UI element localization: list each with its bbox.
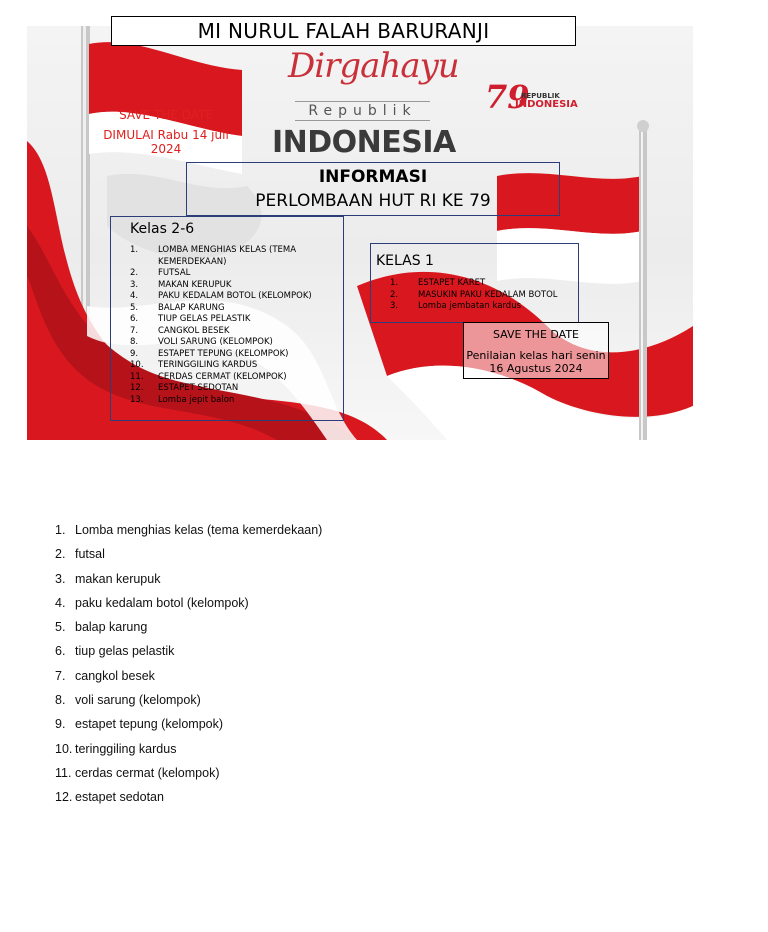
item-text: cangkol besek [75,668,155,683]
item-text: Lomba menghias kelas (tema kemerdekaan) [75,523,323,537]
list-item [55,591,655,615]
item-text: paku kedalam botol (kelompok) [75,595,249,610]
list-item [130,395,338,407]
logo-indonesia: INDONESIA [515,99,578,110]
item-number: 9. [130,348,139,359]
list-item [55,567,655,591]
judging-date-text: Penilaian kelas hari senin 16 Agustus 2024 [466,349,606,375]
item-text: PAKU KEDALAM BOTOL (KELOMPOK) [158,291,312,301]
item-number: 1. [130,245,139,255]
kelas-2-6-heading: Kelas 2-6 [130,221,195,237]
item-number: 12. [55,790,73,805]
item-number: 8. [55,693,66,708]
item-text: estapet sedotan [75,790,164,805]
list-item [55,639,655,663]
item-number: 6. [55,644,66,659]
list-item [130,303,338,315]
list-item [55,761,655,785]
list-item [55,737,655,761]
list-item [130,280,338,292]
item-number: 7. [130,325,139,336]
info-heading: INFORMASI [318,167,428,187]
list-item [130,314,338,326]
info-subheading: PERLOMBAAN HUT RI KE 79 [255,191,491,211]
item-text: balap karung [75,620,148,635]
item-number: 7. [55,668,66,683]
item-text: ESTAPET TEPUNG (KELOMPOK) [158,348,289,359]
list-item [55,688,655,712]
list-item [55,518,655,542]
item-number: 1. [390,278,399,288]
item-text: VOLI SARUNG (KELOMPOK) [158,337,273,347]
list-item [130,349,338,361]
kelas-1-list [390,278,576,313]
item-number: 1. [55,523,66,537]
list-item [130,383,338,395]
kelas-2-6-list [130,245,338,406]
item-number: 3. [130,279,139,290]
list-item [130,245,338,268]
competition-list [55,518,655,810]
item-number: 10. [55,741,73,756]
info-box [186,162,560,216]
item-number: 11. [55,765,72,780]
item-text: CERDAS CERMAT (KELOMPOK) [158,371,287,382]
save-date-label: SAVE THE DATE [119,108,213,122]
item-text: makan kerupuk [75,571,161,586]
list-item [55,664,655,688]
item-number: 8. [130,337,139,347]
kelas-2-6-box [110,216,344,421]
indonesia-text: INDONESIA [272,125,456,160]
item-text: voli sarung (kelompok) [75,693,201,708]
item-number: 5. [130,302,139,313]
item-number: 3. [55,571,66,586]
item-number: 13. [130,394,144,405]
save-date-judging [463,322,609,379]
item-text: CANGKOL BESEK [158,325,230,336]
item-number: 9. [55,717,66,732]
item-text: BALAP KARUNG [158,302,225,313]
item-number: 10. [130,360,144,370]
item-text: tiup gelas pelastik [75,644,175,659]
item-number: 11. [130,371,144,382]
kelas-1-box [370,243,579,323]
item-text: teringgiling kardus [75,741,177,756]
item-number: 4. [130,291,139,301]
item-text: TIUP GELAS PELASTIK [158,314,251,324]
list-item [390,278,576,290]
item-text: futsal [75,547,105,562]
item-text: ESTAPET SEDOTAN [158,383,239,393]
item-text: FUTSAL [158,268,191,278]
list-item [130,326,338,338]
item-text: Lomba jembatan kardus [418,301,522,311]
item-number: 5. [55,620,66,635]
list-item [130,360,338,372]
list-item [130,268,338,280]
kelas-1-heading: KELAS 1 [376,253,434,269]
list-item [390,301,576,313]
list-item [55,712,655,736]
item-number: 2. [130,268,139,278]
item-text: LOMBA MENGHIAS KELAS (TEMA KEMERDEKAAN) [158,245,297,267]
list-item [55,542,655,566]
item-text: estapet tepung (kelompok) [75,717,224,732]
save-date-label: SAVE THE DATE [492,328,580,341]
item-text: MAKAN KERUPUK [158,279,232,290]
item-number: 4. [55,595,66,610]
item-text: MASUKIN PAKU KEDALAM BOTOL [418,289,558,300]
republik-text: Republik [295,101,430,121]
list-item [130,291,338,303]
item-number: 12. [130,383,144,393]
list-item [55,785,655,809]
dirgahayu-script: Dirgahayu [288,46,459,86]
item-text: ESTAPET KARET [418,278,486,288]
list-item [390,290,576,302]
save-date-start [98,108,234,156]
school-title: MI NURUL FALAH BARURANJI [111,16,576,46]
item-number: 6. [130,314,139,324]
start-date-text: DIMULAI Rabu 14 juli 2024 [103,128,229,156]
item-text: Lomba jepit balon [158,394,235,405]
item-text: TERINGGILING KARDUS [158,360,258,370]
item-text: cerdas cermat (kelompok) [75,765,220,780]
item-number: 2. [390,289,399,300]
list-item [130,337,338,349]
item-number: 3. [390,301,399,311]
list-item [55,615,655,639]
hut-79-logo [485,80,580,120]
logo-republik: REPUBLIK [521,92,560,100]
item-number: 2. [55,547,66,562]
list-item [130,372,338,384]
logo-number: 79 [485,78,530,116]
